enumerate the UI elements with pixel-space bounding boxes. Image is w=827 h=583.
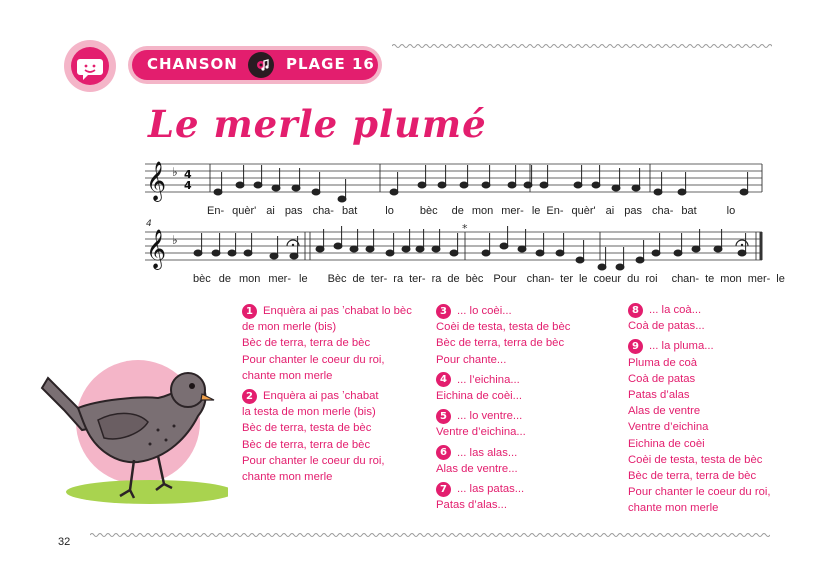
verse-text: ... lo coèi... xyxy=(457,305,512,317)
verse-line xyxy=(628,371,771,387)
score-lyric-syllable: mer- xyxy=(501,205,524,217)
score-lyric-syllable: du xyxy=(627,273,640,285)
score-lyric-syllable: mon xyxy=(471,205,494,217)
verse-line xyxy=(436,303,570,319)
verse-block xyxy=(436,303,570,368)
verse-text: ... l’eichina... xyxy=(457,373,520,386)
verse-text: Pour chanter le coeur du roi, xyxy=(242,454,385,467)
verse-text: Coèi de testa, testa de bèc xyxy=(628,453,763,466)
score-lyric-syllable: mon xyxy=(720,273,742,285)
verse-text: Patas d’alas xyxy=(628,389,690,402)
verse-text: Coà de patas xyxy=(628,372,696,385)
score-lyric-syllable: cha- xyxy=(312,205,334,217)
verse-line xyxy=(628,452,771,468)
verses-column-3 xyxy=(628,302,771,521)
score-lyric-syllable: mer- xyxy=(747,273,771,285)
verse-number-badge: 6 xyxy=(436,445,451,460)
verse-block xyxy=(436,481,570,513)
note-head xyxy=(518,246,526,252)
verse-block xyxy=(436,445,570,477)
verse-line xyxy=(242,453,412,469)
score-lyric-syllable: roi xyxy=(645,273,658,285)
note-head xyxy=(460,182,468,188)
verse-text: Pour chante... xyxy=(436,353,507,366)
note-head xyxy=(482,250,490,256)
verse-text: Ventre d’eichina... xyxy=(436,426,526,439)
note-head xyxy=(632,185,640,191)
verse-line xyxy=(628,338,771,354)
verse-block xyxy=(242,388,412,485)
note-head xyxy=(740,189,748,195)
score-lyric-syllable: ra xyxy=(431,273,442,285)
verse-line xyxy=(436,481,570,497)
note-head xyxy=(386,250,394,256)
note-head xyxy=(244,250,252,256)
page-title: Le merle plumé xyxy=(148,102,487,146)
verse-text: Eichina de coèi... xyxy=(436,390,523,403)
note-head xyxy=(598,264,606,270)
score-lyric-syllable: lo xyxy=(385,205,394,217)
note-head xyxy=(212,250,220,256)
score-lyric-syllable: bat xyxy=(681,205,697,217)
blackbird-illustration xyxy=(38,360,228,510)
note-head xyxy=(692,246,700,252)
score-lyric-syllable: bat xyxy=(341,205,358,217)
note-head xyxy=(402,246,410,252)
section-label: CHANSON xyxy=(147,55,238,73)
score-lyric-syllable: mer- xyxy=(268,273,292,285)
score-lyric-syllable: Bèc xyxy=(327,273,347,285)
verse-text: ... las alas... xyxy=(457,446,518,459)
note-head xyxy=(254,182,262,188)
note-head xyxy=(574,182,582,188)
note-head xyxy=(500,243,508,249)
score-lyric-syllable: de xyxy=(352,273,365,285)
score-lyric-syllable: ter- xyxy=(370,273,388,285)
score-lyric-syllable: bèc xyxy=(465,273,484,285)
score-lyric-syllable: mon xyxy=(239,273,261,285)
score-lyric-syllable: ai xyxy=(605,205,615,217)
note-head xyxy=(674,250,682,256)
note-head xyxy=(416,246,424,252)
note-head xyxy=(450,250,458,256)
verse-line xyxy=(242,404,412,420)
verse-text: chante mon merle xyxy=(242,471,333,484)
score-lyric-syllable: le xyxy=(299,273,308,285)
verse-text: de mon merle (bis) xyxy=(242,321,337,334)
note-head xyxy=(270,253,278,259)
flat-sign-icon: ♭ xyxy=(172,165,178,179)
note-head xyxy=(316,246,324,252)
score-lyric-syllable: pas xyxy=(284,205,303,217)
verse-line xyxy=(436,319,570,335)
score-lyric-syllable: En- xyxy=(546,205,564,217)
score-lyric-syllable: le xyxy=(776,273,785,285)
wavy-divider-bottom xyxy=(90,531,770,539)
note-head xyxy=(438,182,446,188)
grass-patch xyxy=(66,480,228,504)
verse-text: la testa de mon merle (bis) xyxy=(242,406,376,419)
verse-text: Coèi de testa, testa de bèc xyxy=(436,321,571,334)
note-head xyxy=(214,189,222,195)
note-head xyxy=(292,185,300,191)
score-lyric-syllable: ai xyxy=(266,205,275,217)
verse-number-badge: 1 xyxy=(242,304,257,319)
verse-text: Bèc de terra, terra de bèc xyxy=(628,470,757,483)
score-lyric-syllable: quèr' xyxy=(571,205,596,217)
speech-bubble-smile-icon xyxy=(71,47,109,85)
verse-line xyxy=(242,388,412,404)
verse-text: ... las patas... xyxy=(457,483,525,496)
verse-text: ... la coà... xyxy=(649,304,702,316)
note-head xyxy=(366,246,374,252)
verse-line xyxy=(436,445,570,461)
note-head xyxy=(616,264,624,270)
verse-line xyxy=(436,352,570,368)
score-lyric-syllable: le xyxy=(531,205,541,217)
note-head xyxy=(652,250,660,256)
asterisk-marker: * xyxy=(462,222,468,235)
verse-text: Pluma de coà xyxy=(628,356,698,369)
note-head xyxy=(678,189,686,195)
verse-line xyxy=(436,388,570,404)
score-lyric-syllable: bèc xyxy=(419,205,438,217)
track-label: PLAGE 16 xyxy=(286,55,375,73)
score-lyric-syllable: pas xyxy=(624,205,642,217)
fermata-icon xyxy=(287,240,748,246)
verse-number-badge: 7 xyxy=(436,482,451,497)
flat-sign-icon: ♭ xyxy=(172,233,178,247)
verse-line xyxy=(628,318,771,334)
note-head xyxy=(432,246,440,252)
note-head xyxy=(508,182,516,188)
verse-line xyxy=(628,500,771,516)
treble-clef-icon: 𝄞 xyxy=(146,161,167,201)
score-lyric-syllable: de xyxy=(451,205,464,217)
note-head xyxy=(228,250,236,256)
verse-line xyxy=(628,468,771,484)
verse-line xyxy=(242,469,412,485)
score-lyric-syllable: chan- xyxy=(526,273,555,285)
verse-line xyxy=(242,303,412,319)
verse-text: Bèc de terra, terra de bèc xyxy=(242,337,371,350)
verse-line xyxy=(436,461,570,477)
score-lyric-syllable: quèr' xyxy=(232,205,257,217)
note-head xyxy=(714,246,722,252)
note-head xyxy=(312,189,320,195)
verse-text: Ventre d’eichina xyxy=(628,421,709,434)
verse-number-badge: 5 xyxy=(436,409,451,424)
verse-number-badge: 9 xyxy=(628,339,643,354)
verse-text: Alas de ventre... xyxy=(436,462,518,475)
note-head xyxy=(536,250,544,256)
score-lyric-syllable: chan- xyxy=(671,273,700,285)
score-lyric-syllable: te xyxy=(705,273,715,285)
verse-text: Bèc de terra, testa de bèc xyxy=(242,422,372,435)
verse-block xyxy=(436,372,570,404)
verse-line xyxy=(242,437,412,453)
note-head xyxy=(556,250,564,256)
page-number: 32 xyxy=(58,536,71,548)
verse-line xyxy=(242,420,412,436)
verse-line xyxy=(628,302,771,318)
note-head xyxy=(338,196,346,202)
note-head xyxy=(194,250,202,256)
note-head xyxy=(654,189,662,195)
verse-block xyxy=(628,338,771,516)
note-head xyxy=(418,182,426,188)
verse-text: Pour chanter le coeur du roi, xyxy=(242,353,385,366)
note-head xyxy=(390,189,398,195)
verse-text: ... lo ventre... xyxy=(457,410,523,423)
measure-number: 4 xyxy=(146,219,152,229)
verse-line xyxy=(242,352,412,368)
verse-line xyxy=(628,484,771,500)
verse-line xyxy=(242,335,412,351)
verse-text: Eichina de coèi xyxy=(628,437,705,450)
cd-music-icon xyxy=(248,52,274,78)
verse-text: Enquèra ai pas ʼchabat lo bèc xyxy=(263,305,412,317)
score-lyric-syllable: de xyxy=(218,273,231,285)
verse-line xyxy=(436,424,570,440)
verses-column-1 xyxy=(242,303,412,489)
verse-line xyxy=(242,319,412,335)
score-lyric-syllable: ter xyxy=(560,273,573,285)
score-lyric-syllable: ra xyxy=(393,273,404,285)
verse-text: Patas d’alas... xyxy=(436,499,507,512)
note-head xyxy=(482,182,490,188)
note-head xyxy=(592,182,600,188)
verse-line xyxy=(628,355,771,371)
treble-clef-icon: 𝄞 xyxy=(146,229,167,269)
verse-text: Coà de patas... xyxy=(628,320,705,333)
score-lyric-syllable: bèc xyxy=(193,273,211,285)
verse-line xyxy=(628,436,771,452)
verse-line xyxy=(436,408,570,424)
note-head xyxy=(612,185,620,191)
note-head xyxy=(236,182,244,188)
verse-line xyxy=(242,368,412,384)
note-head xyxy=(272,185,280,191)
note-head xyxy=(738,250,746,256)
verse-text: chante mon merle xyxy=(242,369,333,382)
note-head xyxy=(576,257,584,263)
score-lyric-syllable: ter- xyxy=(409,273,426,285)
note-head xyxy=(350,246,358,252)
time-signature-bottom: 4 xyxy=(184,179,192,192)
verse-text: Bèc de terra, terra de bèc xyxy=(436,337,565,350)
score-lyric-syllable: cha- xyxy=(651,205,674,217)
verse-text: Bèc de terra, terra de bèc xyxy=(242,438,371,451)
note-head xyxy=(524,182,532,188)
verse-block xyxy=(242,303,412,384)
verse-line xyxy=(436,497,570,513)
score-lyric-syllable: lo xyxy=(726,205,736,217)
note-head xyxy=(540,182,548,188)
verse-block xyxy=(628,302,771,334)
score-lyrics-line-2 xyxy=(193,273,785,285)
verse-text: ... la pluma... xyxy=(649,340,714,353)
verse-text: chante mon merle xyxy=(628,502,719,515)
verse-line xyxy=(436,372,570,388)
score-lyric-syllable: de xyxy=(447,273,460,285)
verse-text: Enquèra ai pas ʼchabat xyxy=(263,390,379,403)
verse-number-badge: 2 xyxy=(242,389,257,404)
verse-line xyxy=(628,387,771,403)
verse-line xyxy=(436,335,570,351)
verse-number-badge: 4 xyxy=(436,372,451,387)
score-lyrics-line-1 xyxy=(207,205,735,217)
score-lyric-syllable: le xyxy=(578,273,588,285)
note-head xyxy=(290,253,298,259)
verse-block xyxy=(436,408,570,440)
score-lyric-syllable: Pour xyxy=(493,273,517,285)
score-lyric-syllable: En- xyxy=(207,205,225,217)
wavy-divider-top xyxy=(392,42,772,50)
note-head xyxy=(334,243,342,249)
verse-number-badge: 3 xyxy=(436,304,451,319)
verse-line xyxy=(628,419,771,435)
score-lyric-syllable: coeur xyxy=(593,273,622,285)
note-head xyxy=(636,257,644,263)
verses-column-2 xyxy=(436,303,570,517)
verse-line xyxy=(628,403,771,419)
time-signature-top: 4 xyxy=(184,168,192,181)
verse-text: Alas de ventre xyxy=(628,405,701,418)
verse-text: Pour chanter le coeur du roi, xyxy=(628,486,771,499)
verse-number-badge: 8 xyxy=(628,303,643,318)
